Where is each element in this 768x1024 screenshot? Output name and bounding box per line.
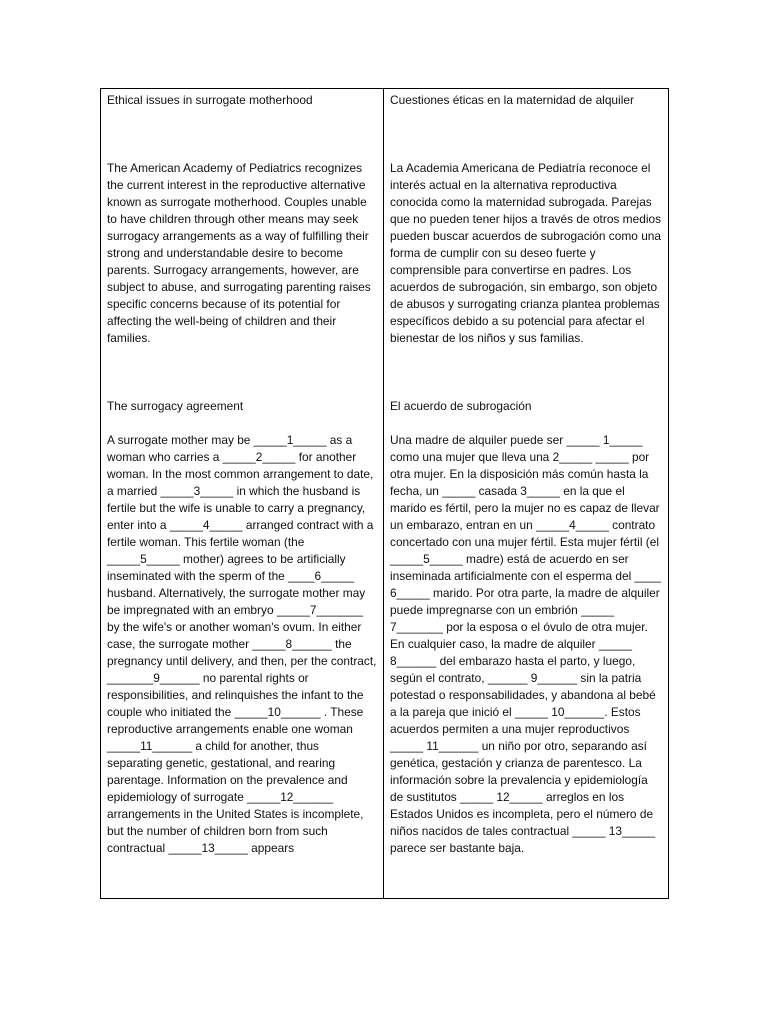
english-body: A surrogate mother may be _____1_____ as a woman who carries a _____2_____ for another woman. In the most common arrangement to date, a married _____3_____ in which the husband is fertile but the wife is unable to carry a pregnancy, enter into a _____4_____ arranged contract with a fertile woman. This fertile woman (the _____5_____ mother) agrees to be artificially inseminated with the sperm of the ____6_____ husband. Alternatively, the surrogate mother may be impregnated with an embryo _____7_______ by the wife's or another woman's ovum. In either case, the surrogate mother _____8______ the pregnancy until delivery, and then, per the contract, _______9______ no parental rights or responsibilities, and relinquishes the infant to the couple who initiated the _____10______ . These reproductive arrangements enable one woman _____11______ a child for another, thus separating genetic, gestational, and rearing parentage. Information on the prevalence and epidemiology of surrogate _____12______ arrangements in the United States is incomplete, but the number of children born from such contractual _____13_____ appears (107, 433, 377, 855)
spanish-body: Una madre de alquiler puede ser _____ 1_____ como una mujer que lleva una 2_____ _____ por otra mujer. En la disposición más común hasta la fecha, un _____ casada 3_____ en la que el marido es fértil, pero la mujer no es capaz de llevar un embarazo, entran en un _____4_____ contrato concertado con una mujer fértil. Esta mujer fértil (el _____5_____ madre) está de acuerdo en ser inseminada artificialmente con el esperma del ____ 6_____ marido. Por otra parte, la madre de alquiler puede impregnarse con un embrión _____ 7_______ por la esposa o el óvulo de otra mujer. En cualquier caso, la madre de alquiler _____ 8______ del embarazo hasta el parto, y luego, según el contrato, ______ 9______ sin la patria potestad o responsabilidades, y abandona al bebé a la pareja que inició el _____ 10______. Estos acuerdos permiten a una mujer reproductivos _____ 11______ un niño por otro, separando así genética, gestación y crianza de parentesco. La información sobre la prevalencia y epidemiología de sustitutos _____ 12_____ arreglos en los Estados Unidos es incompleta, pero el número de niños nacidos de tales contractual _____ 13_____ parece ser bastante baja. (390, 433, 661, 855)
spacer (107, 415, 377, 432)
spacer (107, 347, 377, 398)
spanish-intro: La Academia Americana de Pediatría reconoce el interés actual en la alternativa reproductiva conocida como la maternidad subrogada. Parejas que no pueden tener hijos a través de otros medios pueden buscar acuerdos de subrogación como una forma de cumplir con su deseo fuerte y comprensible para convertirse en padres. Los acuerdos de subrogación, sin embargo, son objeto de abusos y surrogating crianza plantea problemas específicos debido a su potencial para afectar el bienestar de los niños y sus familias. (390, 161, 662, 345)
spanish-title: Cuestiones éticas en la maternidad de alquiler (390, 93, 634, 107)
spanish-section-heading: El acuerdo de subrogación (390, 399, 532, 413)
english-section-heading: The surrogacy agreement (107, 399, 244, 413)
spanish-column (384, 89, 668, 898)
spacer (390, 415, 662, 432)
english-column (101, 89, 384, 898)
bilingual-table (100, 88, 669, 899)
english-title: Ethical issues in surrogate motherhood (107, 93, 313, 107)
english-intro: The American Academy of Pediatrics recognizes the current interest in the reproductive alternative known as surrogate motherhood. Couples unable to have children through other means may seek surrogacy arrangements as a way of fulfilling their strong and understandable desire to become parents. Surrogacy arrangements, however, are subject to abuse, and surrogating parenting raises specific concerns because of its potential for affecting the well-being of children and their families. (107, 161, 371, 345)
spacer (390, 347, 662, 398)
